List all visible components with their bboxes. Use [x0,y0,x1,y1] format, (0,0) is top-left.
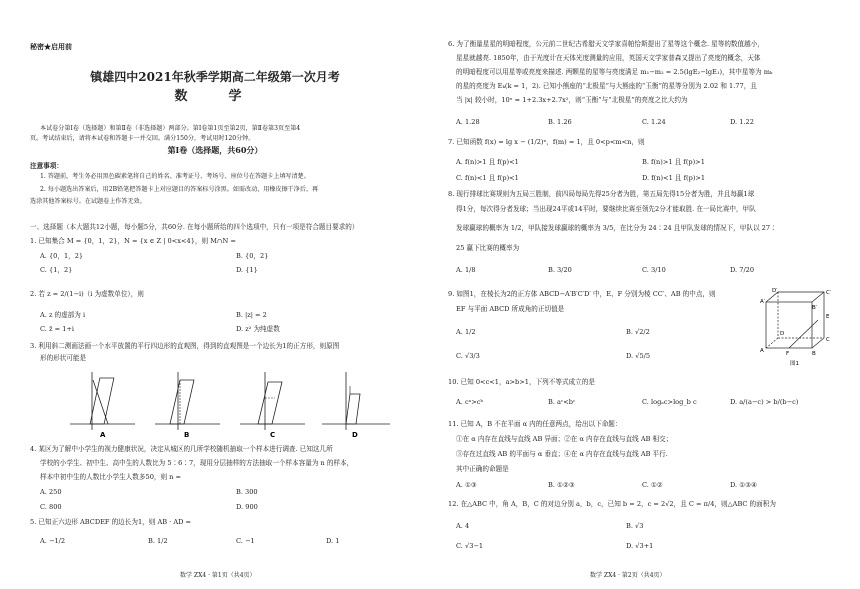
question-5: 5. 已知正六边形 ABCDEF 的边长为1，则 AB · AD = [30,518,192,526]
q1-option-b: B. {0，2} [236,252,269,260]
q8-option-a: A. 1/8 [456,266,476,274]
q8-option-c: C. 3/10 [642,266,666,274]
q11-option-a: A. ①③ [456,481,477,489]
question-4a: 4. 某区为了解中小学生的视力健康状况，决定从城区的几所学校随机抽取一个样本进行调查. 已知这几所 [30,445,333,453]
question-3b: 形的形状可能是 [40,354,87,362]
q9-option-a: A. 1/2 [456,328,476,336]
q6-option-a: A. 1.28 [456,118,480,126]
cube-label-b: B [812,351,816,357]
question-8b: 得1分，每次得分者发球；当出现24平或14平时，要继续比赛至领先2分才能取胜. 在一局比赛中，甲队 [456,205,756,213]
q2-option-b: B. |z| = 2 [236,311,267,319]
q5-option-c: C. −1 [236,537,255,545]
intro-line-1: 本试卷分第Ⅰ卷（选择题）和第Ⅱ卷（非选择题）两部分。第Ⅰ卷第1页至第2页，第Ⅱ卷第3页至第4 [40,125,301,132]
q9-option-c: C. √3/3 [456,352,480,360]
cube-label-c1: C′ [826,290,832,296]
question-3a: 3. 利用斜二测画法画一个水平放置的平行四边形的直观图，得到的直观图是一个边长为1的正方形，则原图 [30,342,340,350]
notice-2a: 2. 每小题选出答案后，用2B铅笔把答题卡上对应题目的答案标号涂黑。如需改动，用橡皮擦干净后，再 [40,186,319,193]
q7-option-a: A. f(n)>1 且 f(p)<1 [456,158,519,166]
q10-option-c: C. logₐc>log_b c [642,398,697,406]
question-8a: 8. 现行排球比赛规则为五局三胜制，前四局每局先得25分者为胜，第五局先得15分者为胜，并且每赢1球 [448,190,755,198]
question-6d: 的星的亮度为 Eₖ(k = 1，2). 已知小熊座的“北极星”与大熊座的“玉衡”的星等分别为 2.02 和 1.77，且 [456,82,757,90]
q1-option-d: D. {1} [236,266,258,274]
q12-option-b: B. √3 [626,522,644,530]
section-1-heading: 一、选择题（本大题共12小题，每小题5分，共60分. 在每小题所给的四个选项中，只有一项是符合题目要求的） [30,223,359,231]
q1-option-a: A. {0，1，2} [40,252,84,260]
question-11c: ③存在过直线 AB 的平面与 α 垂直；④在 α 内存在直线与直线 AB 平行. [456,450,668,458]
cube-label-a: A [760,348,764,354]
q2-option-a: A. z 的虚部为 i [40,311,86,319]
q4-option-d: D. 900 [236,503,258,511]
secret-label: 秘密★启用前 [30,42,72,51]
q1-option-c: C. {1，2} [40,266,73,274]
cube-label-d1: D′ [772,288,778,294]
question-4c: 样本中初中生的人数比小学生人数多50，则 n = [40,473,182,481]
q5-option-a: A. −1/2 [40,537,66,545]
q3-figure-b [155,372,220,430]
q7-option-d: D. f(n)<1 且 f(p)>1 [642,174,706,182]
question-6a: 6. 为了衡量星星的明暗程度，公元前二世纪古希腊天文学家喜帕恰斯提出了星等这个概念. 星等的数值越小， [448,40,764,48]
question-6e: 当 |x| 较小时，10ˣ ≈ 1+2.3x+2.7x²，则“玉衡”与“北极星”的亮度之比大约为 [456,96,688,104]
q7-option-c: C. f(n)<1 且 f(p)<1 [456,174,519,182]
q4-option-c: C. 800 [40,503,62,511]
question-6c: 的明暗程度可以用星等或亮度来描述. 两颗星的星等与亮度满足 m₁−m₂ = 2.5(lgE₂−lgE₁)，其中星等为 mₖ [456,68,773,76]
q12-option-c: C. √3−1 [456,542,484,550]
q2-option-d: D. z² 为纯虚数 [236,325,280,333]
q4-option-b: B. 300 [236,488,258,496]
cube-label-e: E [826,314,830,320]
question-4b: 学校的小学生、初中生、高中生的人数比为 5∶6∶7，现用分层抽样的方法抽取一个样本容量为 n 的样本， [40,459,354,467]
question-11a: 11. 已知 A，B 不在平面 α 内的任意两点，给出以下命题： [448,420,622,428]
q9-option-d: D. √5/5 [626,352,651,360]
intro-line-2: 页。考试结束后，请将本试卷和答题卡一并交回。满分150分，考试用时120分钟。 [30,135,255,142]
cube-label-f: F [786,351,790,357]
question-11b: ①在 α 内存在直线与直线 AB 异面；②在 α 内存在直线与直线 AB 相交； [456,435,673,443]
q5-option-b: B. 1/2 [148,537,168,545]
question-12: 12. 在△ABC 中，角 A，B，C 的对边分别 a，b，c，已知 b = 2，c = 2√2，且 C = π/4，则△ABC 的面积为 [448,500,776,508]
q3-label-c: C [270,431,276,439]
q11-option-c: C. ①② [642,481,663,489]
cube-label-b1: B′ [812,305,818,311]
q3-figures [60,368,400,440]
q6-option-b: B. 1.26 [548,118,572,126]
q10-option-a: A. cᵃ>cᵇ [456,398,484,406]
cube-label-c: C [826,337,830,343]
question-10: 10. 已知 0<c<1，a>b>1，下列不等式成立的是 [448,378,595,386]
notice-heading: 注意事项： [30,162,63,170]
question-6b: 星星就越亮. 1850年，由于光度计在天体光度测量的应用，英国天文学家普森又提出了亮度的概念，天体 [456,54,761,62]
question-8c: 发球赢球的概率为 1/2，甲队接发球赢球的概率为 3/5，在比分为 24∶24 且甲队发球的情况下，甲队以 27∶ [456,224,777,232]
q3-figure-a [70,372,135,430]
q3-figure-d [322,372,390,430]
q8-option-d: D. 7/20 [730,266,755,274]
q10-option-b: B. aᶜ<bᶜ [548,398,576,406]
cube-label-d: D [780,331,785,337]
q11-option-b: B. ①②③ [548,481,575,489]
cube-label-a1: A′ [760,299,766,305]
figure-1-caption: 图1 [790,361,799,367]
question-8d: 25 赢下比赛的概率为 [456,244,520,252]
question-7: 7. 已知函数 f(x) = lg x − (1/2)ˣ，f(m) = 1，且 0<p<m<n，则 [448,138,645,146]
q3-label-d: D [352,431,358,439]
question-1: 1. 已知集合 M = {0，1，2}，N = {x ∈ Z | 0<x<4}，则 M∩N = [30,237,236,245]
q7-option-b: B. f(n)>1 且 f(p)>1 [642,158,705,166]
question-2: 2. 若 z = 2/(1−i)（i 为虚数单位），则 [30,290,144,298]
subject-title: 数 学 [174,89,256,104]
cube-figure [748,286,838,368]
question-9b: EF 与平面 ABCD 所成角的正切值是 [456,305,565,313]
q6-option-c: C. 1.24 [642,118,666,126]
page-footer-1: 数学 ZX4 · 第1页（共4页） [180,572,256,579]
q4-option-a: A. 250 [40,488,62,496]
q5-option-d: D. 1 [326,537,340,545]
q12-option-a: A. 4 [456,522,470,530]
q2-option-c: C. z̄ = 1+i [40,325,75,333]
q10-option-d: D. a/(a−c) > b/(b−c) [730,398,799,406]
q11-option-d: D. ①③④ [730,481,757,489]
question-11d: 其中正确的命题是 [456,465,509,473]
exam-page-2 [430,0,860,589]
part-1-heading: 第Ⅰ卷（选择题，共60分） [167,145,263,155]
q6-option-d: D. 1.22 [730,118,754,126]
q3-label-b: B [184,431,190,439]
q8-option-b: B. 3/20 [548,266,572,274]
page-footer-2: 数学 ZX4 · 第2页（共4页） [590,572,666,579]
q9-option-b: B. √2/2 [626,328,650,336]
q12-option-d: D. √3+1 [626,542,654,550]
question-9a: 9. 如图1，在棱长为2的正方体 ABCD−A′B′C′D′ 中，E、F 分别为棱 CC′、AB 的中点，则 [448,290,716,298]
q3-label-a: A [100,431,106,439]
notice-2b: 选涂其他答案标号。在试题卷上作答无效。 [30,198,146,205]
q3-figure-c [240,372,305,430]
exam-title: 镇雄四中2021年秋季学期高二年级第一次月考 [90,70,340,84]
notice-1: 1. 答题前，考生务必用黑色碳素笔将自己的姓名、准考证号、考场号、座位号在答题卡上填写清楚。 [40,173,310,180]
